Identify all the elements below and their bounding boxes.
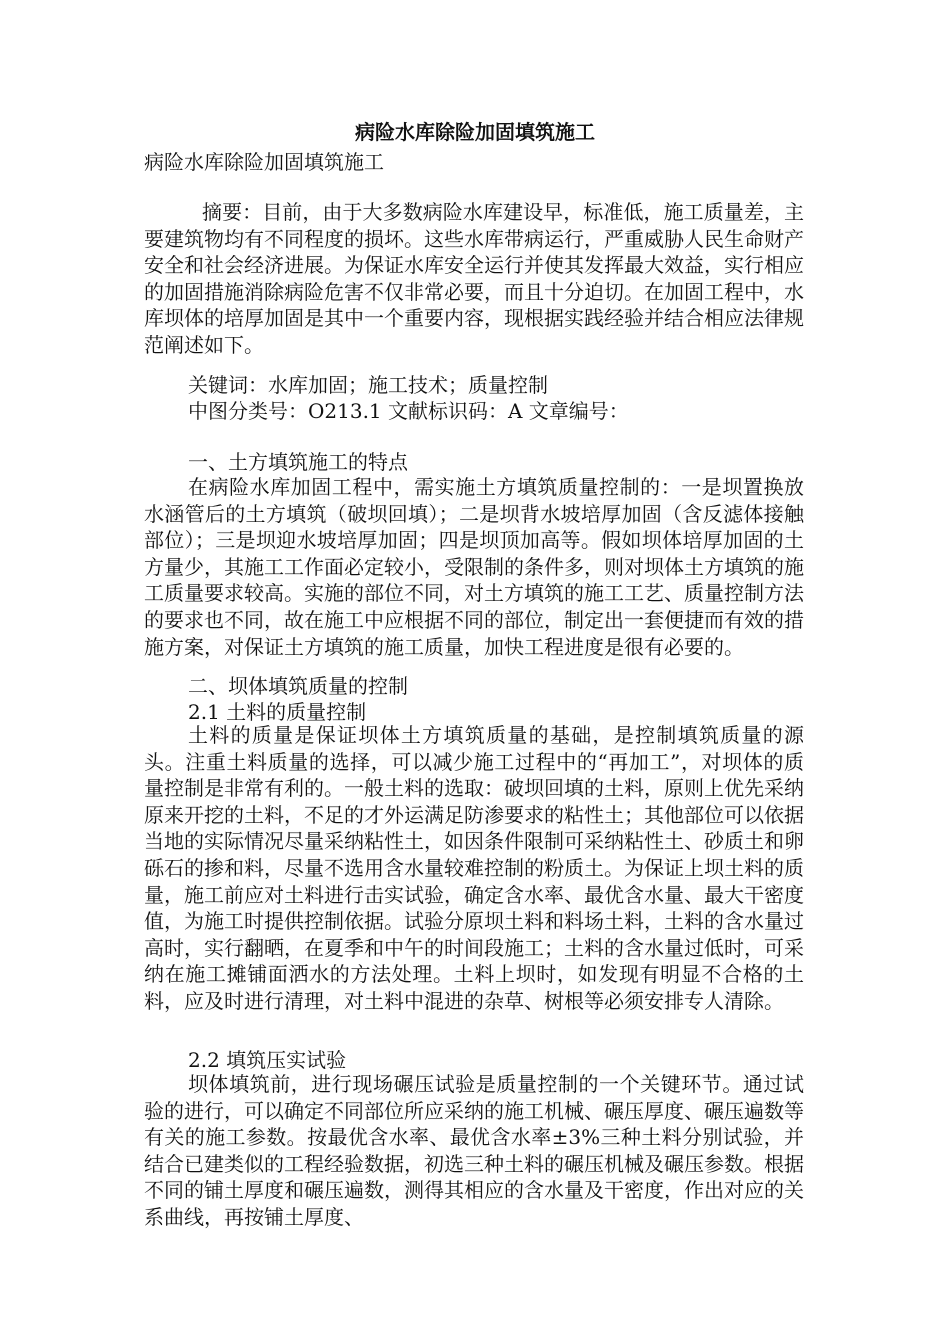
section2-1-paragraph: 土料的质量是保证坝体土方填筑质量的基础，是控制填筑质量的源头。注重土料质量的选择，可以减少施工过程中的“再加工”，对坝体的质量控制是非常有利的。一般土料的选取：破坝回填的土料，原则上优先采纳原来开挖的土料，不足的才外运满足防渗要求的粘性土；其他部位可以依据当地的实际情况尽量采纳粘性土，如因条件限制可采纳粘性土、砂质土和卵砾石的掺和料，尽量不选用含水量较难控制的粉质土。为保证上坝土料的质量，施工前应对土料进行击实试验，确定含水率、最优含水量、最大干密度值，为施工时提供控制依据。试验分原坝土料和料场土料，土料的含水量过高时，实行翻晒，在夏季和中午的时间段施工；土料的含水量过低时，可采纳在施工摊铺面洒水的方法处理。土料上坝时，如发现有明显不合格的土料，应及时进行清理，对土料中混进的杂草、树根等必须安排专人清除。: [144, 723, 804, 1013]
section1-heading: 一、土方填筑施工的特点: [188, 450, 408, 474]
section1-paragraph: 在病险水库加固工程中，需实施土方填筑质量控制的：一是坝置换放水涵管后的土方填筑（破坝回填）；二是坝背水坡培厚加固（含反滤体接触部位）；三是坝迎水坡培厚加固；四是坝顶加高等。假如坝体培厚加固的土方量少，其施工工作面必定较小，受限制的条件多，则对坝体土方填筑的施工质量要求较高。实施的部位不同，对土方填筑的施工工艺、质量控制方法的要求也不同，故在施工中应根据不同的部位，制定出一套便捷而有效的措施方案，对保证土方填筑的施工质量，加快工程进度是很有必要的。: [144, 475, 804, 659]
section2-1-heading: 2.1 土料的质量控制: [188, 700, 367, 724]
classification-line: 中图分类号：O213.1 文献标识码：A 文章编号：: [188, 399, 629, 423]
abstract-paragraph: 摘要：目前，由于大多数病险水库建设早，标准低，施工质量差，主要建筑物均有不同程度的损坏。这些水库带病运行，严重威胁人民生命财产安全和社会经济进展。为保证水库安全运行并使其发挥最大效益，实行相应的加固措施消除病险危害不仅非常必要，而且十分迫切。在加固工程中，水库坝体的培厚加固是其中一个重要内容，现根据实践经验并结合相应法律规范阐述如下。: [144, 200, 804, 357]
keywords-line: 关键词：水库加固；施工技术；质量控制: [188, 373, 548, 397]
section2-2-heading: 2.2 填筑压实试验: [188, 1048, 347, 1072]
section2-heading: 二、坝体填筑质量的控制: [188, 674, 408, 698]
section2-2-paragraph: 坝体填筑前，进行现场碾压试验是质量控制的一个关键环节。通过试验的进行，可以确定不同部位所应采纳的施工机械、碾压厚度、碾压遍数等有关的施工参数。按最优含水率、最优含水率±3%三种土料分别试验，并结合已建类似的工程经验数据，初选三种土料的碾压机械及碾压参数。根据不同的铺土厚度和碾压遍数，测得其相应的含水量及干密度，作出对应的关系曲线，再按铺土厚度、: [144, 1072, 804, 1229]
document-title: 病险水库除险加固填筑施工: [355, 120, 595, 144]
document-subtitle: 病险水库除险加固填筑施工: [144, 150, 384, 174]
